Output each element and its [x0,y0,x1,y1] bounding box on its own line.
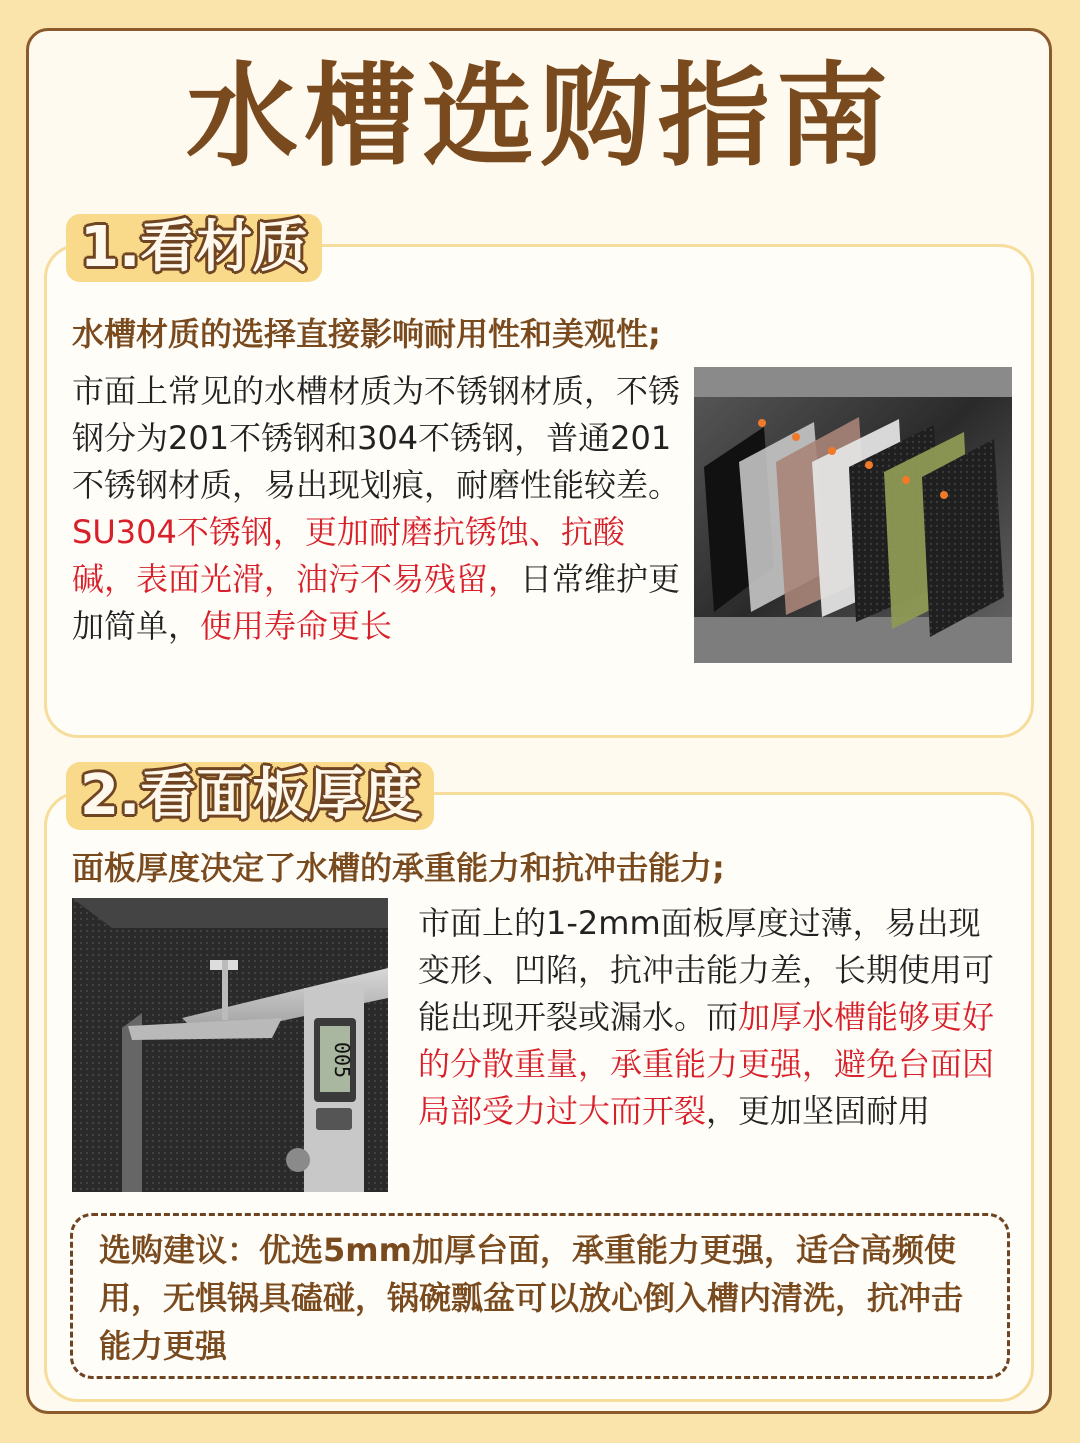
caliper-thickness-photo [72,898,388,1192]
purchase-tip-box: 选购建议：优选5mm加厚台面，承重能力更强，适合高频使用，无惧锅具磕碰，锅碗瓢盆可以放心倒入槽内清洗，抗冲击能力更强 [70,1213,1010,1379]
section-material-lead: 水槽材质的选择直接影响耐用性和美观性; [72,315,661,353]
thickness-text-prefix: 而 [706,998,739,1036]
material-text-highlight: SU304不锈钢，更加耐磨抗锈蚀、抗酸碱，表面光滑，油污不易残留， [72,513,625,598]
material-text-normal: 市面上常见的水槽材质为不锈钢材质，不锈钢分为201不锈钢和304不锈钢，普通201不锈钢材质，易出现划痕，耐磨性能较差。 [72,372,681,504]
steel-layers-photo [694,367,1012,663]
material-text-maintenance: 日常维护更加简单， [72,560,681,645]
section-thickness-lead: 面板厚度决定了水槽的承重能力和抗冲击能力; [72,849,725,887]
section-thickness-badge: 2.看面板厚度 [66,762,434,830]
page-title: 水槽选购指南 [186,52,894,182]
thickness-text-normal: 市面上的1-2mm面板厚度过薄，易出现变形、凹陷，抗冲击能力差，长期使用可能出现开裂或漏水。 [418,904,995,1036]
section-material-badge: 1.看材质 [66,214,322,282]
section-thickness-body [418,900,998,1135]
caliper-display-reading: 005 [330,1041,354,1079]
material-text-lifespan: 使用寿命更长 [200,607,393,645]
thickness-text-highlight: 加厚水槽能够更好的分散重量，承重能力更强，避免台面因局部受力过大而开裂 [418,998,995,1130]
section-material-body [72,368,682,650]
thickness-text-suffix: ，更加坚固耐用 [706,1092,931,1130]
